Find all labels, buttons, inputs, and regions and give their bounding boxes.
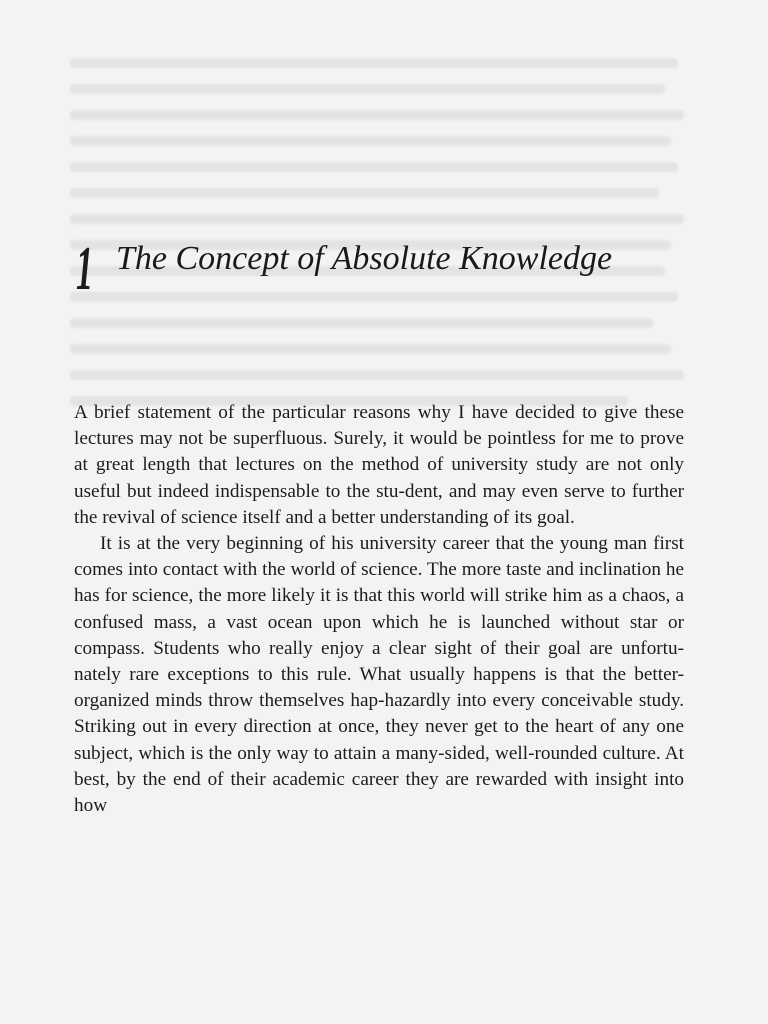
- show-through-line: [70, 292, 678, 302]
- show-through-line: [70, 84, 665, 94]
- paragraph: A brief statement of the particular reasons why I have decided to give these lectures may not be superfluous. Surely, it would be pointless for me to prove at great length that lectures on the method of university study are not only useful but indeed indispensable to the stu-dent, and may even serve to further the revival of science itself and a better understanding of its goal.: [74, 402, 684, 528]
- show-through-line: [70, 162, 678, 172]
- show-through-line: [70, 344, 671, 354]
- show-through-line: [70, 318, 653, 328]
- show-through-line: [70, 110, 684, 120]
- paragraph: It is at the very beginning of his university career that the young man first comes into contact with the world of science. The more taste and inclination he has for science, the more likely it is that this world will strike him as a chaos, a confused mass, a vast ocean upon which he is launched without star or compass. Students who really enjoy a clear sight of their goal are unfortu-nately rare exceptions to this rule. What usually happens is that the better-organized minds throw themselves hap-hazardly into every conceivable study. Striking out in every direction at once, they never get to the heart of any one subject, which is the only way to attain a many-sided, well-rounded culture. At best, by the end of their academic career they are rewarded with insight into how: [74, 533, 684, 817]
- chapter-body: [74, 400, 684, 819]
- show-through-line: [70, 58, 678, 68]
- show-through-line: [70, 370, 684, 380]
- chapter-title: The Concept of Absolute Knowledge: [116, 240, 613, 277]
- show-through-line: [70, 214, 684, 224]
- chapter-number: 1: [76, 235, 94, 303]
- show-through-line: [70, 188, 659, 198]
- show-through-text: [70, 18, 690, 422]
- show-through-header: [220, 18, 690, 58]
- show-through-line: [70, 136, 671, 146]
